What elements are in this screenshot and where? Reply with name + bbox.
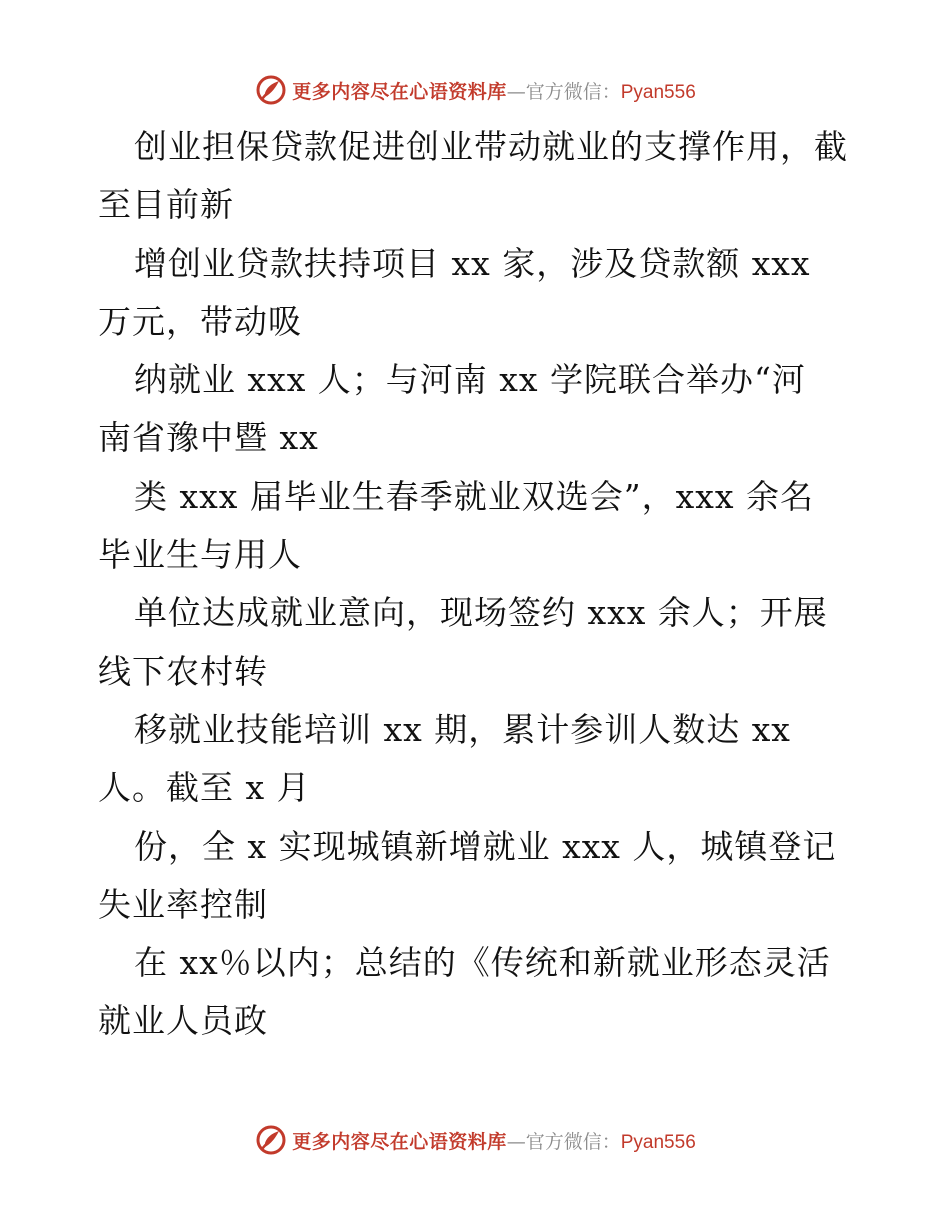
body-line: 南省豫中暨 xx [98,418,319,458]
body-line: 单位达成就业意向，现场签约 xxx 余人；开展 [134,593,828,633]
body-line: 毕业生与用人 [98,535,302,575]
body-line: 线下农村转 [98,651,268,691]
footer-banner-text [292,1127,696,1154]
header-brand-text: 更多内容尽在心语资料库 [292,80,507,103]
body-line: 在 xx％以内；总结的《传统和新就业形态灵活 [134,943,831,983]
body-line: 万元，带动吸 [98,301,302,341]
body-line: 移就业技能培训 xx 期，累计参训人数达 xx [134,709,791,749]
body-line: 创业担保贷款促进创业带动就业的支撑作用，截 [134,127,848,166]
footer-wechat-label: 官方微信： [525,1130,621,1153]
header-wechat-id: Pyan556 [620,81,696,103]
brand-logo-icon [254,1123,288,1157]
footer-brand-text: 更多内容尽在心语资料库 [292,1130,507,1153]
header-banner [0,70,950,110]
footer-banner [0,1120,950,1160]
body-line: 人。截至 x 月 [98,768,311,808]
body-line: 份，全 x 实现城镇新增就业 xxx 人，城镇登记 [134,826,837,866]
body-line: 就业人员政 [98,1001,268,1041]
document-body [98,118,888,1051]
footer-wechat-id: Pyan556 [620,1131,696,1153]
body-line: 纳就业 xxx 人；与河南 xx 学院联合举办“河 [134,360,806,400]
footer-separator: — [506,1130,526,1153]
header-banner-text [292,77,696,104]
brand-logo-icon [254,73,288,107]
body-line: 类 xxx 届毕业生春季就业双选会”，xxx 余名 [134,476,815,516]
header-separator: — [506,80,526,103]
body-line: 失业率控制 [98,884,268,924]
header-wechat-label: 官方微信： [525,80,621,103]
body-line: 增创业贷款扶持项目 xx 家，涉及贷款额 xxx [134,243,811,283]
body-line: 至目前新 [98,185,234,225]
